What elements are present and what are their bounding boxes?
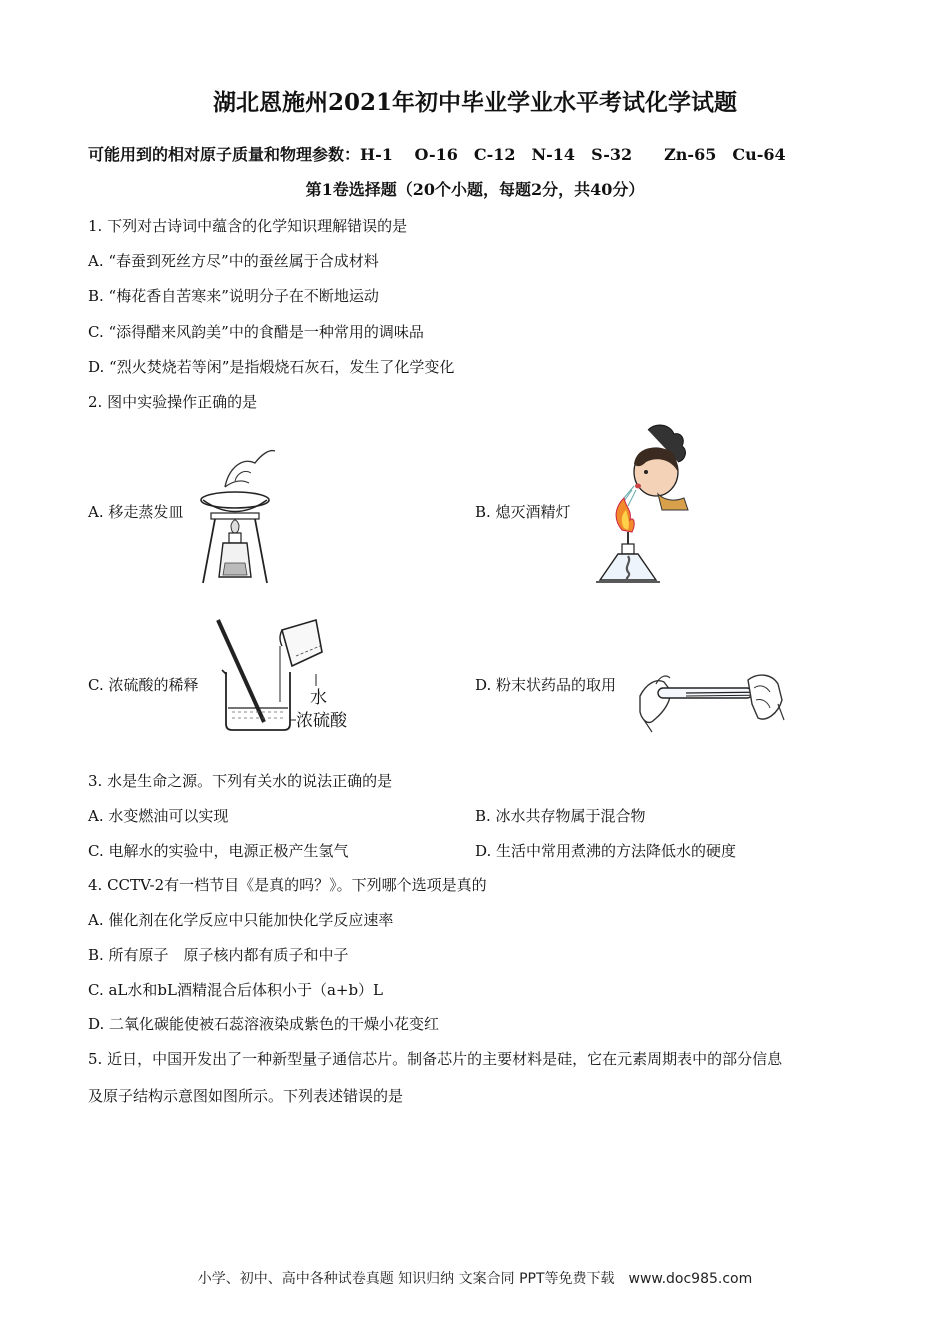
section-heading: 第1卷选择题（20个小题，每题2分，共40分） xyxy=(305,180,645,199)
q3-stem: 3. 水是生命之源。下列有关水的说法正确的是 xyxy=(88,772,393,790)
q3-option-d: D. 生活中常用煮沸的方法降低水的硬度 xyxy=(475,842,737,860)
q2-option-d: D. 粉末状药品的取用 xyxy=(475,676,617,694)
q4-option-d: D. 二氧化碳能使被石蕊溶液染成紫色的干燥小花变红 xyxy=(88,1015,440,1033)
q4-option-c: C. aL水和bL酒精混合后体积小于（a+b）L xyxy=(88,981,384,999)
atomic-mass-parameters: 可能用到的相对原子质量和物理参数：H-1 O-16 C-12 N-14 S-32 Zn-65 Cu-64 xyxy=(88,145,786,164)
q1-option-b: B. “梅花香自苦寒来”说明分子在不断地运动 xyxy=(88,287,379,305)
q2-option-c: C. 浓硫酸的稀释 xyxy=(88,676,199,694)
q4-option-a: A. 催化剂在化学反应中只能加快化学反应速率 xyxy=(88,911,394,929)
q5-stem-line-1: 5. 近日，中国开发出了一种新型量子通信芯片。制备芯片的主要材料是硅，它在元素周期表中的部分信息 xyxy=(88,1050,783,1068)
q4-option-b: B. 所有原子 原子核内都有质子和中子 xyxy=(88,946,349,964)
blowing-alcohol-lamp-figure xyxy=(588,420,700,588)
q5-stem-line-2: 及原子结构示意图如图所示。下列表述错误的是 xyxy=(88,1087,404,1105)
q1-stem: 1. 下列对古诗词中蕴含的化学知识理解错误的是 xyxy=(88,217,408,235)
powder-test-tube-figure xyxy=(636,660,786,735)
q1-option-d: D. “烈火焚烧若等闲”是指煅烧石灰石，发生了化学变化 xyxy=(88,358,455,376)
q4-stem: 4. CCTV-2有一档节目《是真的吗？》。下列哪个选项是真的 xyxy=(88,876,487,894)
q3-option-b: B. 冰水共存物属于混合物 xyxy=(475,807,646,825)
q2-option-b: B. 熄灭酒精灯 xyxy=(475,503,571,521)
page-footer: 小学、初中、高中各种试卷真题 知识归纳 文案合同 PPT等免费下载 www.doc985.com xyxy=(197,1271,753,1287)
q2-stem: 2. 图中实验操作正确的是 xyxy=(88,393,258,411)
q3-option-c: C. 电解水的实验中，电源正极产生氢气 xyxy=(88,842,349,860)
q1-option-a: A. “春蚕到死丝方尽”中的蚕丝属于合成材料 xyxy=(88,252,379,270)
acid-label: 浓硫酸 xyxy=(296,711,347,731)
water-label: 水 xyxy=(310,688,327,708)
evaporating-dish-figure xyxy=(195,445,285,590)
page-title: 湖北恩施州2021年初中毕业学业水平考试化学试题 xyxy=(212,89,737,116)
q1-option-c: C. “添得醋来风韵美”中的食醋是一种常用的调味品 xyxy=(88,323,424,341)
q2-option-a: A. 移走蒸发皿 xyxy=(88,503,184,521)
q3-option-a: A. 水变燃油可以实现 xyxy=(88,807,229,825)
dilution-beaker-figure xyxy=(212,612,362,737)
